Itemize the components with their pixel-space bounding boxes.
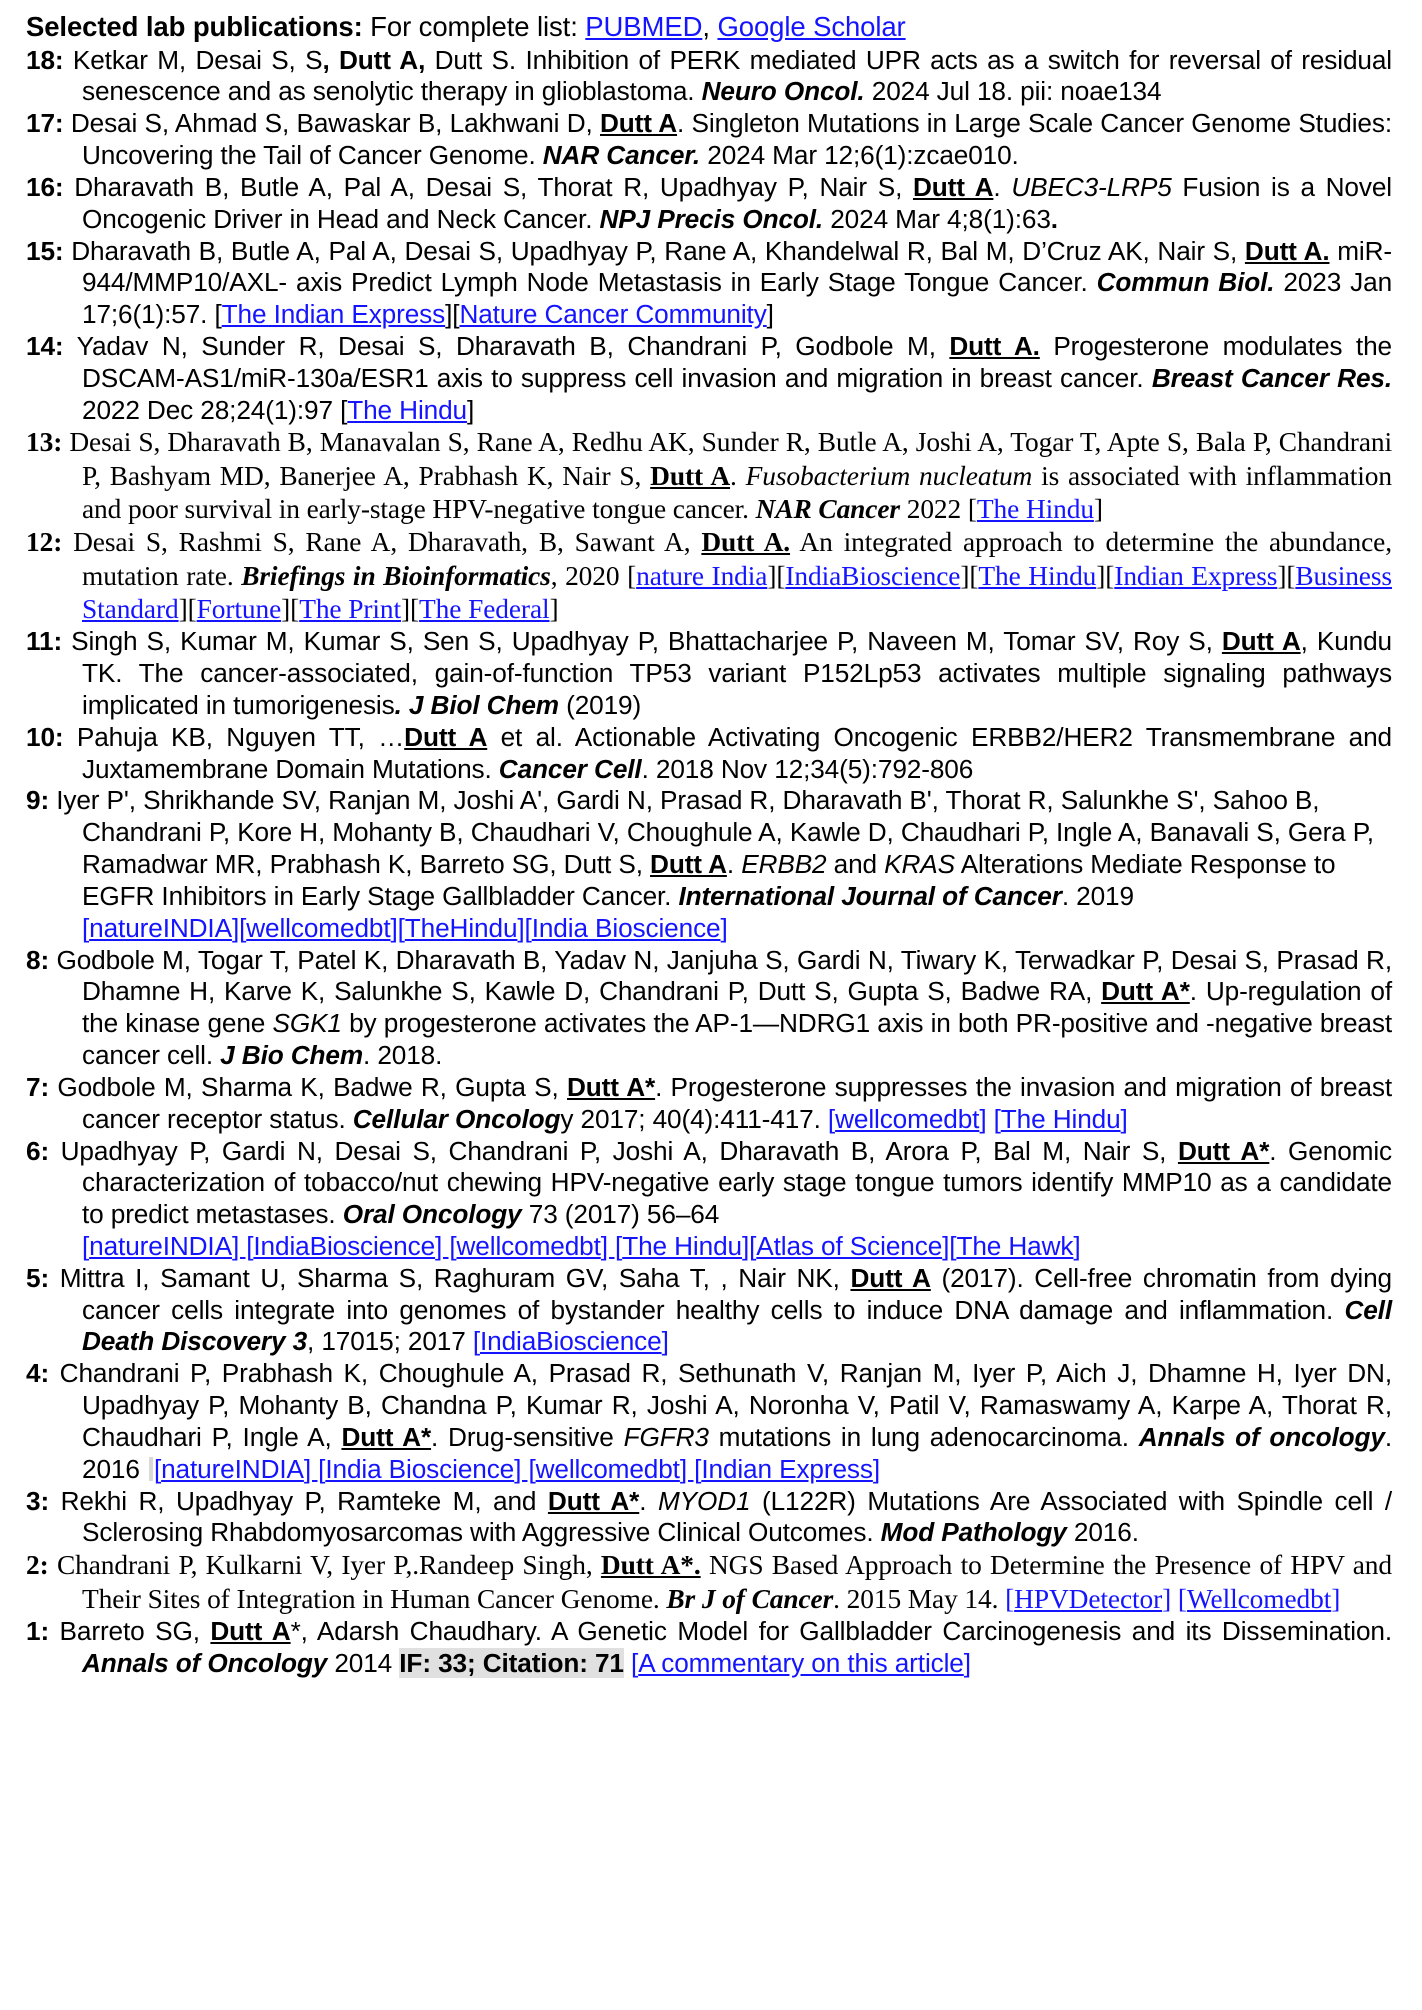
entry-author-highlight: Dutt A [912,171,994,202]
publication-entry-3 [26,1486,1392,1550]
entry-authors: Chandrani P, Kulkarni V, Iyer P,.Randeep Singh, [48,1550,601,1581]
entry-link[interactable]: natureINDIA [89,912,232,943]
entry-gene-name: UBEC3-LRP5 [1011,171,1172,202]
entry-number: 10: [26,721,64,752]
publication-entry-2 [26,1549,1392,1616]
entry-number: 15: [26,235,64,266]
entry-journal: Cellular Oncolog [352,1103,561,1134]
entry-number: 16: [26,171,64,202]
entry-number: 17: [26,108,64,139]
entry-authors: Godbole M, Sharma K, Badwe R, Gupta S, [49,1071,567,1102]
entry-title: Progesterone modulates the DSCAM-AS1/miR-130a/ESR1 axis to suppress cell invasion and migration in breast cancer. [82,331,1392,393]
entry-link[interactable]: The Hindu [347,394,467,425]
publication-entry-11 [26,626,1392,721]
bracket-sep: ][ [1096,560,1115,591]
entry-journal: J Bio Chem [220,1040,364,1071]
entry-gene-name: MYOD1 [657,1485,751,1516]
bracket-open: [ [340,394,348,425]
publication-entry-12 [26,526,1392,626]
entry-number: 11: [26,626,63,657]
entry-title: (2017). Cell-free chromatin from dying cancer cells integrate into genomes of bystander healthy cells to induce DNA damage and inflammation. [82,1262,1392,1325]
page-title [26,10,1392,44]
entry-title: Dutt S. Inhibition of PERK mediated UPR acts as a switch for reversal of residual senescence and as senolytic therapy in glioblastoma. [82,44,1393,107]
entry-link[interactable]: The Federal [419,593,550,624]
text-cursor-artifact [149,1457,153,1481]
entry-number: 9: [26,785,50,816]
entry-number: 13: [26,427,63,458]
entry-citation: 2014 [327,1647,400,1678]
entry-citation: 2022 [899,494,968,525]
entry-link[interactable]: Nature Cancer Community [459,299,767,330]
entry-number: 4: [26,1358,50,1389]
entry-author-highlight: Dutt A* [567,1071,656,1102]
entry-link[interactable]: [A commentary on this article] [631,1647,971,1678]
bracket-sep: ][ [960,560,979,591]
entry-citation: (2019) [558,689,642,720]
entry-title: NGS Based Approach to Determine the Presence of HPV and Their Sites of Integration in Human Cancer Genome. [82,1550,1392,1614]
link-google-scholar[interactable]: Google Scholar [717,11,906,42]
publication-entry-1 [26,1616,1392,1680]
entry-sep: . Up-regulation of the kinase gene [82,976,1392,1039]
entry-journal: . J Biol Chem [394,689,559,720]
entry-link-group[interactable]: [natureINDIA] [IndiaBioscience] [wellcomedbt] [The Hindu][Atlas of Science][The Hawk] [82,1231,1081,1261]
page-title-label: Selected lab publications: [26,11,363,42]
entry-author-highlight: Dutt A [1221,626,1301,657]
entry-title: by progesterone activates the AP-1—NDRG1 axis in both PR-positive and -negative breast cancer cell. [82,1008,1392,1071]
entry-link[interactable]: [wellcomedbt] [827,1103,987,1134]
entry-number: 14: [26,331,64,361]
entry-authors: Barreto SG, [49,1615,211,1646]
entry-title: . Singleton Mutations in Large Scale Cancer Genome Studies: Uncovering the Tail of Cancer Genome. [82,108,1392,171]
entry-title: . Genomic characterization of tobacco/nut chewing HPV-negative early stage tongue tumors identify MMP10 as a candidate to predict metastases. [82,1135,1392,1230]
publication-entry-17 [26,108,1392,172]
entry-journal: Breast Cancer Res. [1151,362,1392,393]
entry-authors: Rekhi R, Upadhyay P, Ramteke M, and [49,1485,548,1516]
entry-link-group[interactable]: [natureINDIA] [India Bioscience] [wellcomedbt] [Indian Express] [153,1453,881,1484]
entry-link[interactable]: The Hindu [978,560,1097,591]
bracket-sep: ][ [281,593,300,624]
entry-number: 3: [26,1485,50,1516]
entry-citation: . 2018 Nov 12;34(5):792-806 [641,753,974,784]
entry-author-highlight: Dutt A* [1177,1135,1270,1166]
entry-conj: and [826,849,885,880]
bracket-close: ][ [445,299,460,330]
entry-journal: NAR Cancer. [542,140,701,171]
entry-citation: 2022 Dec 28;24(1):97 [82,394,341,425]
entry-citation-tail: . [1050,203,1058,234]
entry-sep: . Drug-sensitive [431,1421,624,1452]
entry-author-highlight: Dutt A*. [600,1550,701,1581]
entry-link[interactable]: India Bioscience [325,1453,515,1484]
entry-citation: , 17015; 2017 [307,1326,473,1357]
link-space [986,1104,993,1134]
entry-citation: y 2017; 40(4):411-417. [560,1103,828,1134]
bracket-sep: ][ [1277,560,1296,591]
publication-entry-14 [26,331,1392,426]
impact-factor-badge: IF: 33; Citation: 71 [399,1647,624,1678]
entry-journal: Cell Death Discovery 3 [82,1294,1392,1357]
link-space [624,1648,631,1678]
entry-author-highlight: Dutt A [650,460,731,491]
bracket-close: ] [549,593,559,624]
entry-link-group[interactable]: [natureINDIA][wellcomedbt][TheHindu][India Bioscience] [82,912,728,943]
entry-title: mutations in lung adenocarcinoma. [708,1421,1139,1452]
entry-citation: 2024 Mar 4;8(1):63 [823,203,1051,234]
entry-author-highlight: Dutt A. [949,331,1040,361]
entry-citation: 2024 Mar 12;6(1):zcae010. [700,140,1019,171]
entry-journal: NPJ Precis Oncol. [599,203,824,234]
entry-citation: 2016. [1066,1517,1139,1548]
entry-author-highlight: Dutt A. [1244,235,1330,266]
entry-journal: Briefings in Bioinformatics [241,560,551,591]
entry-journal: Mod Pathology [880,1517,1067,1548]
entry-citation: . 2015 May 14. [833,1583,1006,1614]
entry-authors: Dharavath B, Butle A, Pal A, Desai S, Upadhyay P, Rane A, Khandelwal R, Bal M, D’Cruz AK, Nair S, [63,235,1245,266]
entry-author-highlight: Dutt A* [547,1485,640,1516]
bracket-sep: ][ [767,560,786,591]
entry-author-highlight: Dutt A [210,1615,291,1646]
entry-link[interactable]: natureINDIA [161,1453,304,1484]
entry-link[interactable]: Fortune [196,593,282,624]
entry-authors: Mittra I, Samant U, Sharma S, Raghuram GV, Saha T, , Nair NK, [49,1262,851,1293]
entry-journal: Annals of Oncology [82,1647,328,1678]
entry-sep: . [639,1485,658,1516]
entry-link[interactable]: IndiaBioscience [785,560,961,591]
entry-author-highlight: Dutt A* [1101,976,1190,1007]
entry-title: Alterations Mediate Response to EGFR Inhibitors in Early Stage Gallbladder Cancer. [82,849,1336,911]
entry-authors: Singh S, Kumar M, Kumar S, Sen S, Upadhyay P, Bhattacharjee P, Naveen M, Tomar SV, Roy S, [62,626,1222,657]
entry-link[interactable]: Atlas of Science [756,1231,943,1261]
entry-author-highlight: , Dutt A, [322,44,426,75]
entry-link[interactable]: nature India [636,560,768,591]
entry-gene-name: KRAS [884,849,955,880]
entry-sep: . [730,460,746,491]
entry-journal: Br J of Cancer [666,1583,834,1614]
entry-number: 18: [26,44,64,75]
entry-journal: International Journal of Cancer [678,880,1062,911]
entry-number: 5: [26,1262,50,1293]
entry-sep: . [993,171,1012,202]
entry-title: miR-944/MMP10/AXL- axis Predict Lymph Node Metastasis in Early Stage Tongue Cancer. [82,235,1392,298]
entry-link[interactable]: Indian Express [701,1453,873,1484]
page-title-rest: For complete list: [362,11,586,42]
entry-citation: . 2016 [82,1421,1392,1484]
entry-gene-name: SGK1 [272,1008,342,1039]
entry-title: is associated with inflammation and poor survival in early-stage HPV-negative tongue cancer. [82,460,1392,525]
entry-link[interactable]: [IndiaBioscience] [472,1326,669,1357]
entry-author-highlight: Dutt A [404,721,488,752]
entry-authors: Chandrani P, Prabhash K, Choughule A, Prasad R, Sethunath V, Ranjan M, Iyer P, Aich J, Dhamne H, Iyer DN, Upadhyay P, Mohanty B, Chandna P, Kumar R, Joshi A, Noronha V, Patil V, Ramaswamy A, Karpe A, Thorat R, Chaudhari P, Ingle A, [49,1358,1392,1452]
link-pubmed[interactable]: PUBMED [585,11,703,42]
entry-link[interactable]: Business Standard [82,560,1392,624]
entry-authors: Desai S, Ahmad S, Bawaskar B, Lakhwani D, [63,108,600,139]
publication-entry-4 [26,1358,1392,1485]
bracket-sep: ][ [401,593,420,624]
entry-gene-name: ERBB2 [741,849,827,880]
entry-title: (L122R) Mutations Are Associated with Spindle cell / Sclerosing Rhabdomyosarcomas with Aggressive Clinical Outcomes. [82,1485,1393,1548]
entry-link[interactable]: wellcomedbt [535,1453,680,1484]
bracket-open: [ [627,560,637,591]
publication-entry-10 [26,722,1392,786]
entry-author-highlight: Dutt A [850,1262,931,1293]
entry-link[interactable]: wellcomedbt [246,912,391,943]
entry-number: 1: [26,1615,50,1646]
entry-author-highlight: Dutt A* [341,1421,432,1452]
publication-entry-18 [26,45,1392,109]
entry-link[interactable]: The Print [299,593,401,624]
entry-sep: . [726,849,742,880]
entry-authors: Desai S, Rashmi S, Rane A, Dharavath, B, Sawant A, [62,527,702,558]
publication-entry-16 [26,172,1392,236]
entry-journal: Annals of oncology [1138,1421,1385,1452]
entry-number: 8: [26,944,50,975]
link-space [1171,1584,1178,1614]
entry-number: 6: [26,1135,50,1166]
entry-authors: Upadhyay P, Gardi N, Desai S, Chandrani P, Joshi A, Dharavath B, Arora P, Bal M, Nair S, [49,1135,1178,1166]
bracket-close: ] [1093,494,1103,525]
entry-link[interactable]: The Hindu [622,1231,742,1261]
entry-link[interactable]: Indian Express [1114,560,1278,591]
entry-author-highlight: Dutt A. [701,527,791,558]
entry-number: 2: [26,1550,49,1581]
entry-link[interactable]: TheHindu [404,912,518,943]
entry-authors: Dharavath B, Butle A, Pal A, Desai S, Thorat R, Upadhyay P, Nair S, [63,171,913,202]
entry-citation: , 2020 [550,560,628,591]
publication-entry-9 [26,785,1392,944]
entry-journal: NAR Cancer [755,494,900,525]
publication-entry-8 [26,945,1392,1072]
bracket-sep: ][ [178,593,197,624]
entry-link[interactable]: The Hindu [976,494,1094,525]
entry-title: et al. Actionable Activating Oncogenic ERBB2/HER2 Transmembrane and Juxtamembrane Domain Mutations. [82,721,1392,784]
entry-title: Fusion is a Novel Oncogenic Driver in Head and Neck Cancer. [82,171,1392,234]
entry-citation: 73 (2017) 56–64 [521,1199,720,1230]
entry-authors: Desai S, Dharavath B, Manavalan S, Rane A, Redhu AK, Sunder R, Butle A, Joshi A, Togar T, Apte S, Bala P, Chandrani P, Bashyam MD, Banerjee A, Prabhash K, Nair S, [62,427,1392,491]
bracket-close: ] [766,299,774,330]
entry-citation: 2023 Jan 17;6(1):57. [82,267,1393,330]
entry-link[interactable]: India Bioscience [531,912,721,943]
entry-authors: Iyer Pʹ, Shrikhande SV, Ranjan M, Joshi Aʹ, Gardi N, Prasad R, Dharavath Bʹ, Thorat R, Salunkhe Sʹ, Sahoo B, Chandrani P, Kore H, Mohanty B, Chaudhari V, Choughule A, Kawle D, Chaudhari P, Ingle A, Banavali S, Gera P, Ramadwar MR, Prabhash K, Barreto SG, Dutt S, [49,785,1374,880]
entry-link[interactable]: IndiaBioscience [253,1231,436,1261]
entry-title: . Progesterone suppresses the invasion and migration of breast cancer receptor status. [82,1071,1392,1134]
entry-link[interactable]: [The Hindu] [993,1103,1128,1134]
entry-gene-name: FGFR3 [623,1421,709,1452]
entry-authors: Pahuja KB, Nguyen TT, … [63,721,405,752]
entry-journal: Oral Oncology [342,1199,522,1230]
publication-entry-5 [26,1263,1392,1358]
entry-authors: Yadav N, Sunder R, Desai S, Dharavath B, Chandrani P, Godbole M, [63,331,950,361]
entry-title: , Kundu TK. The cancer-associated, gain-of-function TP53 variant P152Lp53 activates multiple signaling pathways implicated in tumorigenesis [82,626,1392,720]
bracket-open: [ [214,299,222,330]
entry-author-highlight: Dutt A [600,108,678,139]
entry-authors: Ketkar M, Desai S, S [63,44,323,75]
entry-journal: Cancer Cell [498,753,642,784]
entry-journal: Commun Biol. [1096,267,1275,298]
entry-citation: . 2018. [363,1040,443,1071]
entry-number: 7: [26,1071,50,1102]
entry-link[interactable]: [HPVDetector] [1005,1583,1172,1614]
publication-entry-15 [26,236,1392,331]
entry-link[interactable]: natureINDIA [89,1231,232,1261]
entry-citation: . 2019 [1061,880,1134,911]
entry-author-highlight: Dutt A [650,849,727,880]
entry-link[interactable]: [Wellcomedbt] [1177,1583,1341,1614]
entry-link[interactable]: wellcomedbt [456,1231,601,1261]
entry-link[interactable]: The Hawk [956,1231,1074,1261]
entry-organism-name: Fusobacterium nucleatum [745,460,1033,491]
entry-title: An integrated approach to determine the abundance, mutation rate. [82,527,1392,591]
entry-title: *, Adarsh Chaudhary. A Genetic Model for Gallbladder Carcinogenesis and its Dissemination. [290,1615,1392,1646]
heading-separator: , [702,11,718,42]
entry-number: 12: [26,527,63,558]
entry-citation: 2024 Jul 18. pii: noae134 [864,76,1162,107]
publication-entry-13 [26,426,1392,526]
entry-link[interactable]: The Indian Express [221,299,446,330]
publication-entry-7 [26,1072,1392,1136]
publication-entry-6 [26,1136,1392,1263]
bracket-open: [ [967,494,977,525]
entry-authors: Godbole M, Togar T, Patel K, Dharavath B, Yadav N, Janjuha S, Gardi N, Tiwary K, Terwadkar P, Desai S, Prasad R, Dhamne H, Karve K, Salunkhe S, Kawle D, Chandrani P, Dutt S, Gupta S, Badwe RA, [49,944,1392,1007]
bracket-close: ] [466,394,475,425]
entry-journal: Neuro Oncol. [701,76,865,107]
